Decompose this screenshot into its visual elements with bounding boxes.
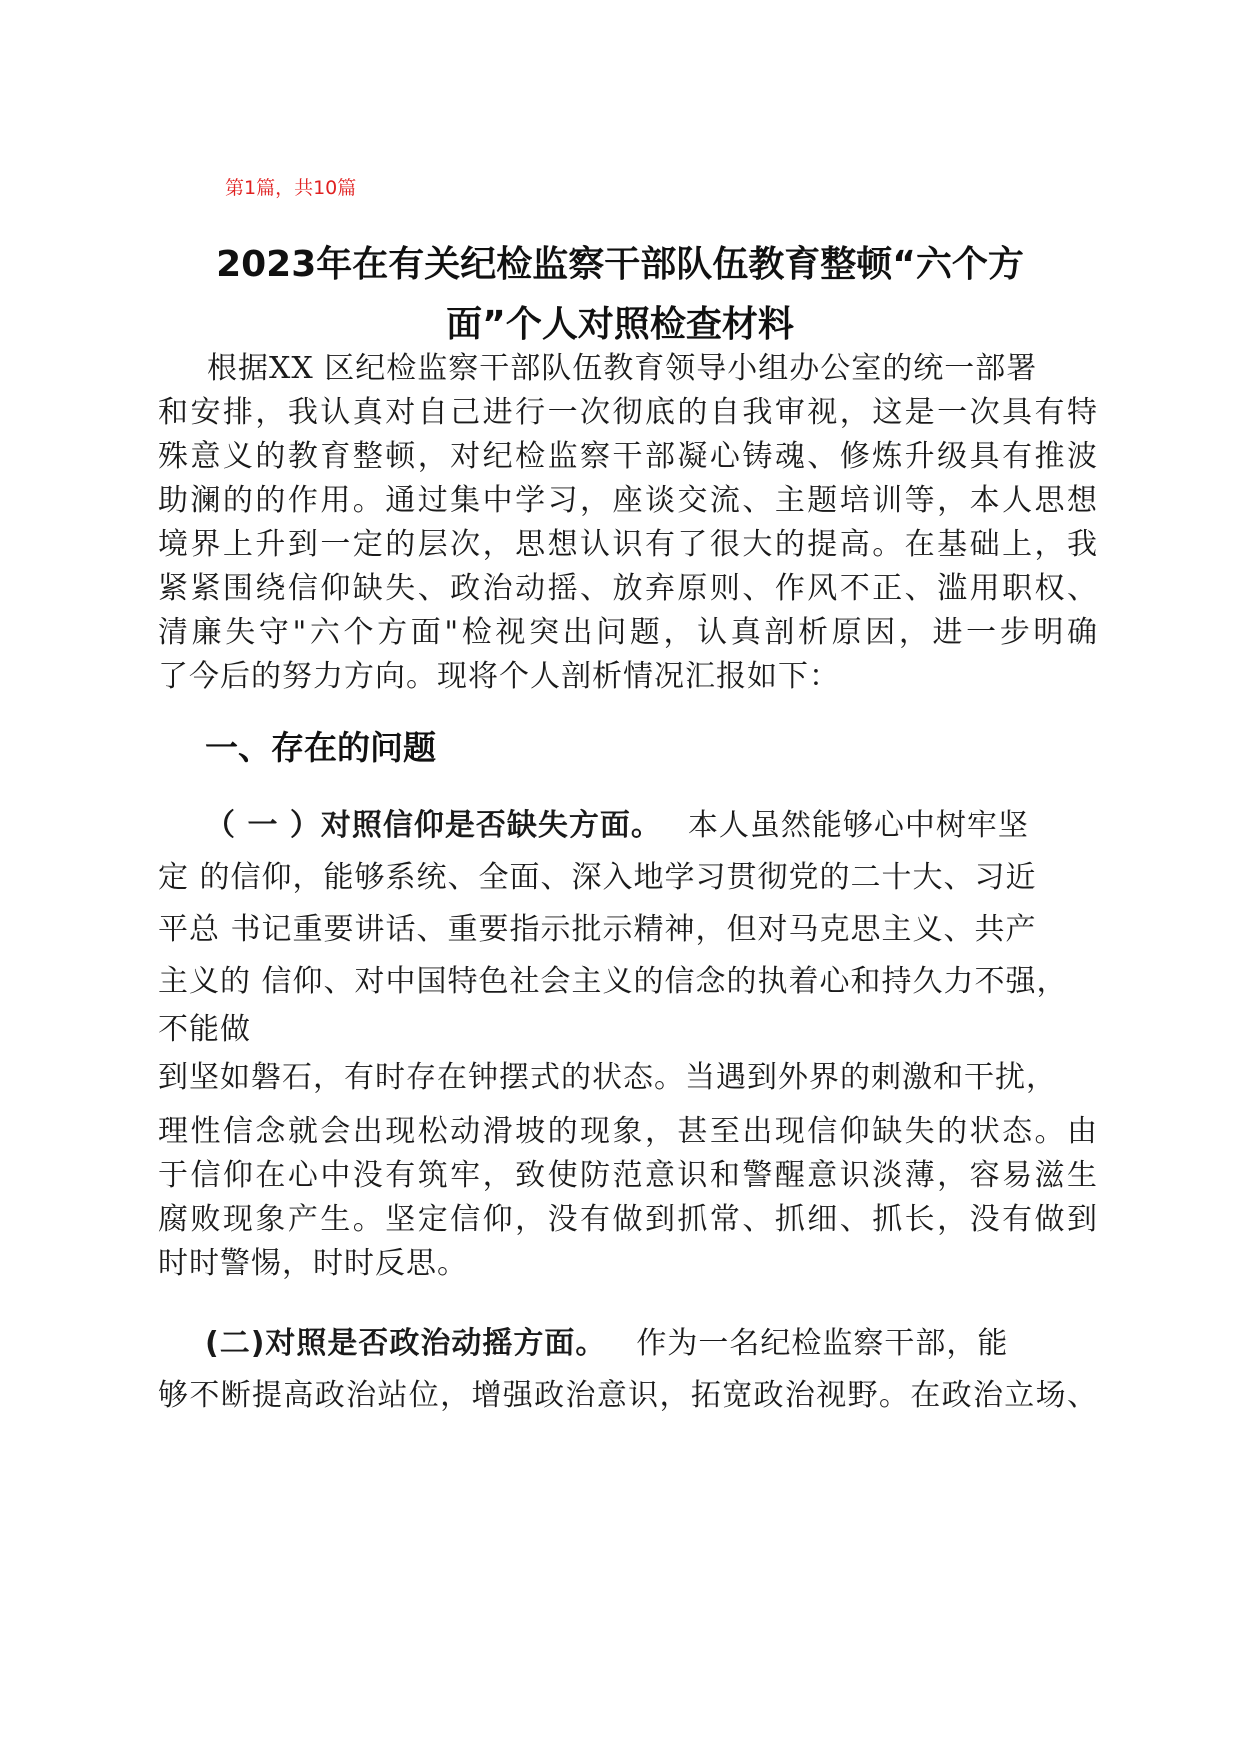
subsection-2-heading: (二)对照是否政治动摇方面。 xyxy=(205,1326,607,1361)
subsection-2-line: 够不断提高政治站位，增强政治意识，拓宽政治视野。在政治立场、 xyxy=(158,1378,1098,1413)
document-title-line-1: 2023年在有关纪检监察干部队伍教育整顿“六个方 xyxy=(216,244,1024,285)
intro-line: 和安排，我认真对自己进行一次彻底的自我审视，这是一次具有特 xyxy=(158,395,1098,430)
intro-line: 清廉失守"六个方面"检视突出问题，认真剖析原因，进一步明确 xyxy=(158,615,1098,650)
subsection-2-first-line xyxy=(205,1324,1085,1364)
subsection-1-line: 腐败现象产生。坚定信仰，没有做到抓常、抓细、抓长，没有做到 xyxy=(158,1202,1098,1237)
section-heading: 一、存在的问题 xyxy=(205,728,436,767)
intro-line: 助澜的的作用。通过集中学习，座谈交流、主题培训等，本人思想 xyxy=(158,483,1098,518)
subsection-1-line: 时时警惕，时时反思。 xyxy=(158,1246,468,1281)
subsection-1-first-line xyxy=(205,806,1085,846)
document-title-line-2: 面”个人对照检查材料 xyxy=(446,304,794,345)
subsection-1-heading: （ 一 ）对照信仰是否缺失方面。 xyxy=(205,808,662,843)
subsection-1-line: 平总 书记重要讲话、重要指示批示精神，但对马克思主义、共产 xyxy=(158,912,1037,947)
subsection-1-line: 不能做 xyxy=(158,1012,251,1047)
subsection-1-line: 定 的信仰，能够系统、全面、深入地学习贯彻党的二十大、习近 xyxy=(158,860,1037,895)
intro-line: 紧紧围绕信仰缺失、政治动摇、放弃原则、作风不正、滥用职权、 xyxy=(158,571,1098,606)
subsection-2-text: 作为一名纪检监察干部，能 xyxy=(636,1326,1009,1361)
subsection-1-line: 理性信念就会出现松动滑坡的现象，甚至出现信仰缺失的状态。由 xyxy=(158,1114,1098,1149)
intro-line: 殊意义的教育整顿，对纪检监察干部凝心铸魂、修炼升级具有推波 xyxy=(158,439,1098,474)
subsection-1-text: 本人虽然能够心中树牢坚 xyxy=(687,808,1029,843)
document-counter: 第1篇，共10篇 xyxy=(225,177,357,199)
subsection-1-line: 主义的 信仰、对中国特色社会主义的信念的执着心和持久力不强， xyxy=(158,964,1068,999)
subsection-1-line: 到坚如磐石，有时存在钟摆式的状态。当遇到外界的刺激和干扰， xyxy=(158,1060,1057,1095)
subsection-1-line: 于信仰在心中没有筑牢，致使防范意识和警醒意识淡薄，容易滋生 xyxy=(158,1158,1098,1193)
intro-line: 根据XX 区纪检监察干部队伍教育领导小组办公室的统一部署 xyxy=(207,351,1038,386)
intro-line: 境界上升到一定的层次，思想认识有了很大的提高。在基础上，我 xyxy=(158,527,1098,562)
intro-line: 了今后的努力方向。现将个人剖析情况汇报如下： xyxy=(158,659,840,694)
